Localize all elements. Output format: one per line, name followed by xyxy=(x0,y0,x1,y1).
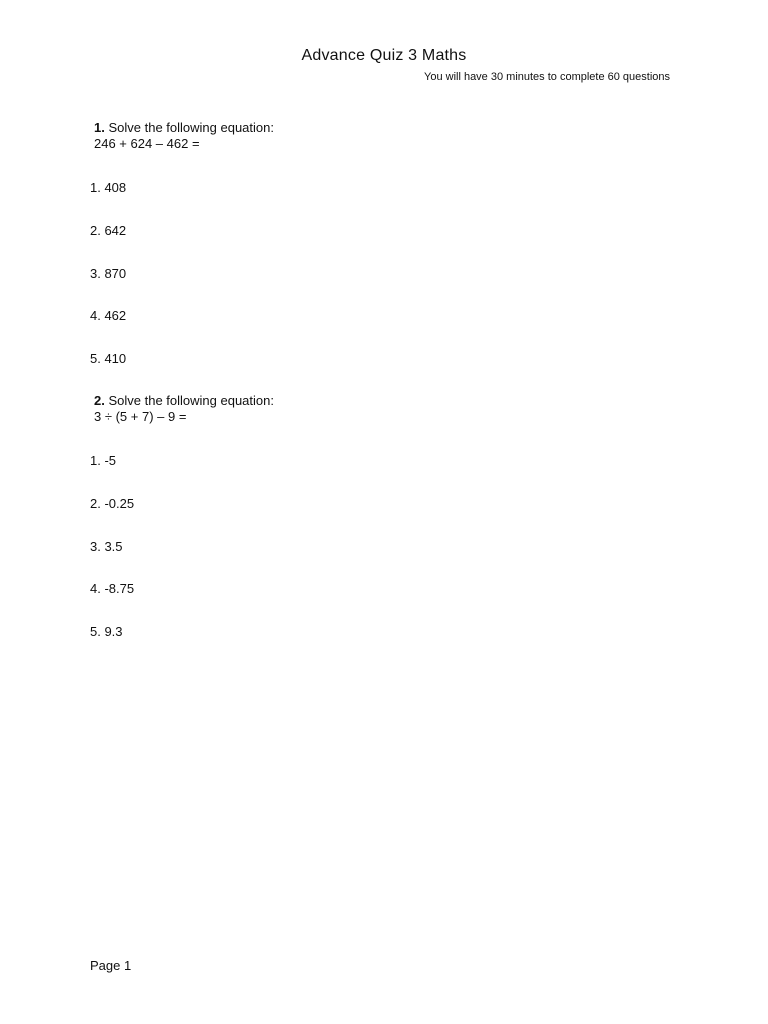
page-number: Page 1 xyxy=(90,958,132,973)
question-1 xyxy=(94,120,274,152)
question-number: 2. xyxy=(94,393,105,408)
question-equation: 246 + 624 – 462 = xyxy=(94,136,200,151)
answer-option: 5. 9.3 xyxy=(90,624,123,639)
question-prompt: Solve the following equation: xyxy=(108,120,274,135)
quiz-subtitle: You will have 30 minutes to complete 60 questions xyxy=(424,71,671,83)
question-2 xyxy=(94,393,274,425)
answer-option: 4. -8.75 xyxy=(90,581,135,596)
answer-option: 4. 462 xyxy=(90,308,127,323)
answer-option: 5. 410 xyxy=(90,351,127,366)
answer-option: 1. 408 xyxy=(90,180,127,195)
question-prompt: Solve the following equation: xyxy=(108,393,274,408)
answer-option: 2. 642 xyxy=(90,223,127,238)
answer-option: 3. 870 xyxy=(90,266,127,281)
quiz-title: Advance Quiz 3 Maths xyxy=(301,47,467,64)
answer-option: 1. -5 xyxy=(90,453,117,468)
answer-option: 2. -0.25 xyxy=(90,496,135,511)
question-number: 1. xyxy=(94,120,105,135)
answer-option: 3. 3.5 xyxy=(90,539,123,554)
question-equation: 3 ÷ (5 + 7) – 9 = xyxy=(94,409,187,424)
